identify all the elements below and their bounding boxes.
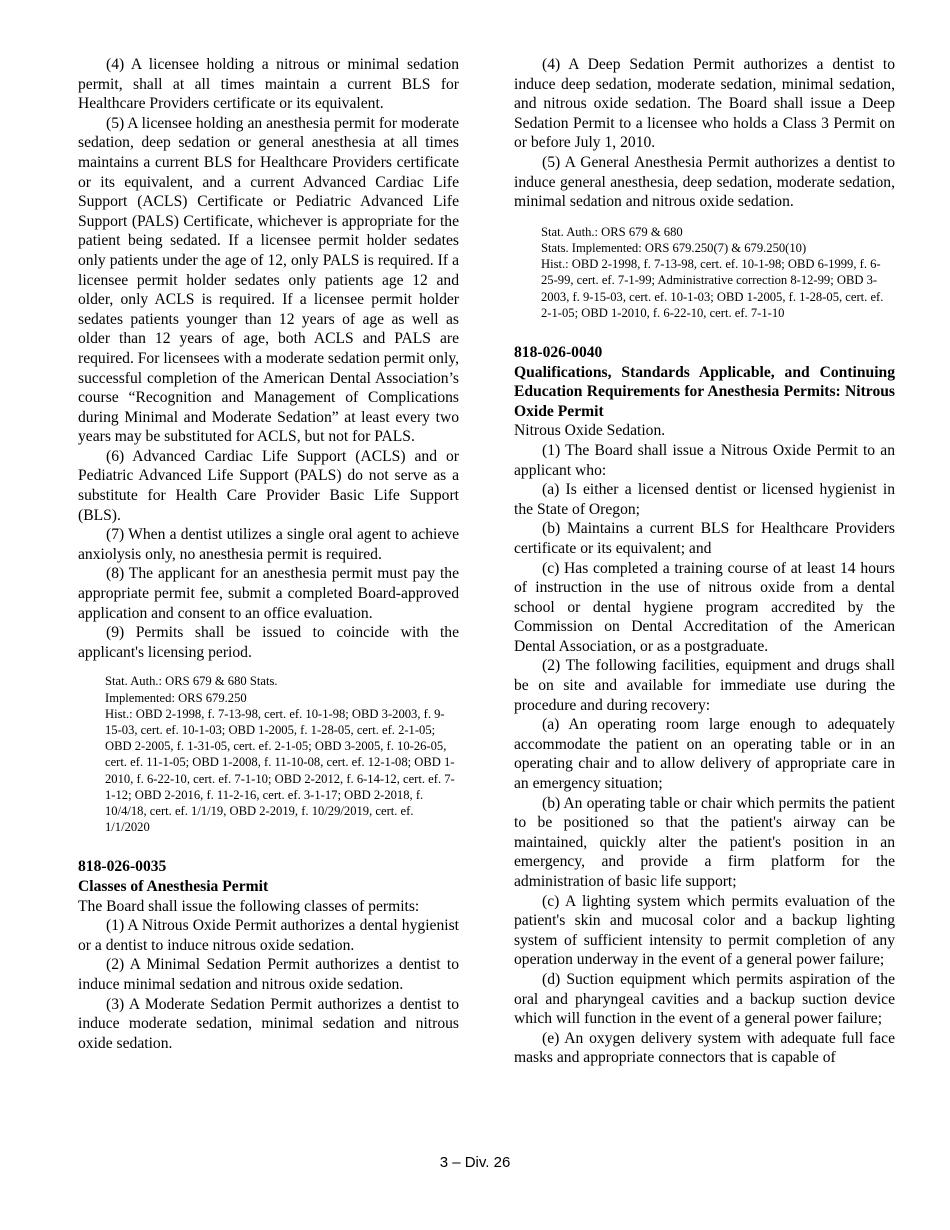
paragraph: (a) Is either a licensed dentist or licensed hygienist in the State of Oregon; <box>514 481 895 518</box>
paragraph: (5) A General Anesthesia Permit authorizes a dentist to induce general anesthesia, deep sedation, moderate sedation, minimal sedation and nitrous oxide sedation. <box>514 153 895 211</box>
rule-number: 818-026-0035 <box>78 858 167 876</box>
paragraph: (4) A licensee holding a nitrous or minimal sedation permit, shall at all times maintain a current BLS for Healthcare Providers certificate or its equivalent. <box>78 56 459 113</box>
rule-title: Qualifications, Standards Applicable, and Continuing Education Requirements for Anesthesia Permits: Nitrous Oxide Permit <box>514 363 895 420</box>
stat-auth: Stat. Auth.: ORS 679 & 680 <box>541 224 683 239</box>
rule-history <box>541 224 895 321</box>
rule-intro: The Board shall issue the following classes of permits: <box>78 897 420 915</box>
rule-history <box>105 673 459 835</box>
paragraph: (b) Maintains a current BLS for Healthcare Providers certificate or its equivalent; and <box>514 520 895 557</box>
paragraph: (e) An oxygen delivery system with adequate full face masks and appropriate connectors that is capable of <box>514 1029 895 1067</box>
stat-implemented: Implemented: ORS 679.250 <box>105 690 247 705</box>
paragraph: (9) Permits shall be issued to coincide with the applicant's licensing period. <box>78 624 459 661</box>
paragraph: (2) A Minimal Sedation Permit authorizes a dentist to induce minimal sedation and nitrous oxide sedation. <box>78 956 459 993</box>
paragraph: (5) A licensee holding an anesthesia permit for moderate sedation, deep sedation or general anesthesia at all times maintains a current BLS for Healthcare Providers certificate or its equivalent, and a current Advanced Cardiac Life Support (ACLS) Certificate or Pediatric Advanced Life Support (PALS) Certificate, whichever is appropriate for the patient being sedated. If a licensee permit holder sedates only patients under the age of 12, only PALS is required. If a licensee permit holder sedates only patients age 12 and older, only ACLS is required. If a licensee permit holder sedates patients younger than 12 years of age as well as older than 12 years of age, both ACLS and PALS are required. For licensees with a moderate sedation permit only, successful completion of the American Dental Association’s course “Recognition and Management of Complications during Minimal and Moderate Sedation” at least every two years may be substituted for ACLS, but not for PALS. <box>78 114 459 446</box>
stat-auth: Stat. Auth.: ORS 679 & 680 Stats. <box>105 674 278 689</box>
paragraph: (c) Has completed a training course of at least 14 hours of instruction in the use of nitrous oxide from a dental school or dental hygiene program accredited by the Commission on Dental Accreditation of the American Dental Association, or as a postgraduate. <box>514 559 895 655</box>
rule-title: Classes of Anesthesia Permit <box>78 878 269 896</box>
history-text: Hist.: OBD 2-1998, f. 7-13-98, cert. ef. 10-1-98; OBD 3-2003, f. 9-15-03, cert. ef. 10-1-03; OBD 1-2005, f. 1-28-05, cert. ef. 2-1-05; OBD 2-2005, f. 1-31-05, cert. ef. 2-1-05; OBD 3-2005, f. 10-26-05, cert. ef. 11-1-05; OBD 1-2008, f. 11-10-08, cert. ef. 12-1-08; OBD 1-2010, f. 6-22-10, cert. ef. 7-1-10; OBD 2-2012, f. 6-14-12, cert. ef. 7-1-12; OBD 2-2016, f. 11-2-16, cert. ef. 3-1-17; OBD 2-2018, f. 10/4/18, cert. ef. 1/1/19, OBD 2-2019, f. 10/29/2019, cert. ef. 1/1/2020 <box>105 706 455 835</box>
page-footer: 3 – Div. 26 <box>439 1154 511 1171</box>
paragraph: (b) An operating table or chair which permits the patient to be positioned so that the patient's airway can be maintained, quickly alter the patient's position in an emergency, and provide a firm platform for the administration of basic life support; <box>514 794 895 890</box>
stat-implemented: Stats. Implemented: ORS 679.250(7) & 679.250(10) <box>541 240 807 255</box>
history-text: Hist.: OBD 2-1998, f. 7-13-98, cert. ef. 10-1-98; OBD 6-1999, f. 6-25-99, cert. ef. 7-1-99; Administrative correction 8-12-99; OBD 3-2003, f. 9-15-03, cert. ef. 10-1-03; OBD 1-2005, f. 1-28-05, cert. ef. 2-1-05; OBD 1-2010, f. 6-22-10, cert. ef. 7-1-10 <box>541 257 884 320</box>
paragraph: (c) A lighting system which permits evaluation of the patient's skin and mucosal color and a backup lighting system of sufficient intensity to permit completion of any operation underway in the event of a general power failure; <box>514 892 895 969</box>
paragraph: (8) The applicant for an anesthesia permit must pay the appropriate permit fee, submit a completed Board-approved application and consent to an office evaluation. <box>78 565 459 622</box>
paragraph: (2) The following facilities, equipment and drugs shall be on site and available for immediate use during the procedure and during recovery: <box>514 657 895 714</box>
paragraph: (7) When a dentist utilizes a single oral agent to achieve anxiolysis only, no anesthesia permit is required. <box>78 526 459 563</box>
right-column <box>514 55 895 1068</box>
paragraph: (a) An operating room large enough to adequately accommodate the patient on an operating table or in an operating chair and to allow delivery of appropriate care in an emergency situation; <box>514 716 895 793</box>
left-column <box>78 55 459 1053</box>
paragraph: (1) The Board shall issue a Nitrous Oxide Permit to an applicant who: <box>514 441 895 479</box>
rule-number: 818-026-0040 <box>514 343 603 361</box>
paragraph: (1) A Nitrous Oxide Permit authorizes a dental hygienist or a dentist to induce nitrous oxide sedation. <box>78 917 459 954</box>
paragraph: (4) A Deep Sedation Permit authorizes a dentist to induce deep sedation, moderate sedation, minimal sedation, and nitrous oxide sedation. The Board shall issue a Deep Sedation Permit to a licensee who holds a Class 3 Permit on or before July 1, 2010. <box>514 56 895 152</box>
paragraph: (d) Suction equipment which permits aspiration of the oral and pharyngeal cavities and a backup suction device which will function in the event of a general power failure; <box>514 970 895 1028</box>
paragraph: (6) Advanced Cardiac Life Support (ACLS) and or Pediatric Advanced Life Support (PALS) do not serve as a substitute for Health Care Provider Basic Life Support (BLS). <box>78 447 459 524</box>
rule-intro: Nitrous Oxide Sedation. <box>514 422 666 440</box>
paragraph: (3) A Moderate Sedation Permit authorizes a dentist to induce moderate sedation, minimal sedation and nitrous oxide sedation. <box>78 995 459 1052</box>
